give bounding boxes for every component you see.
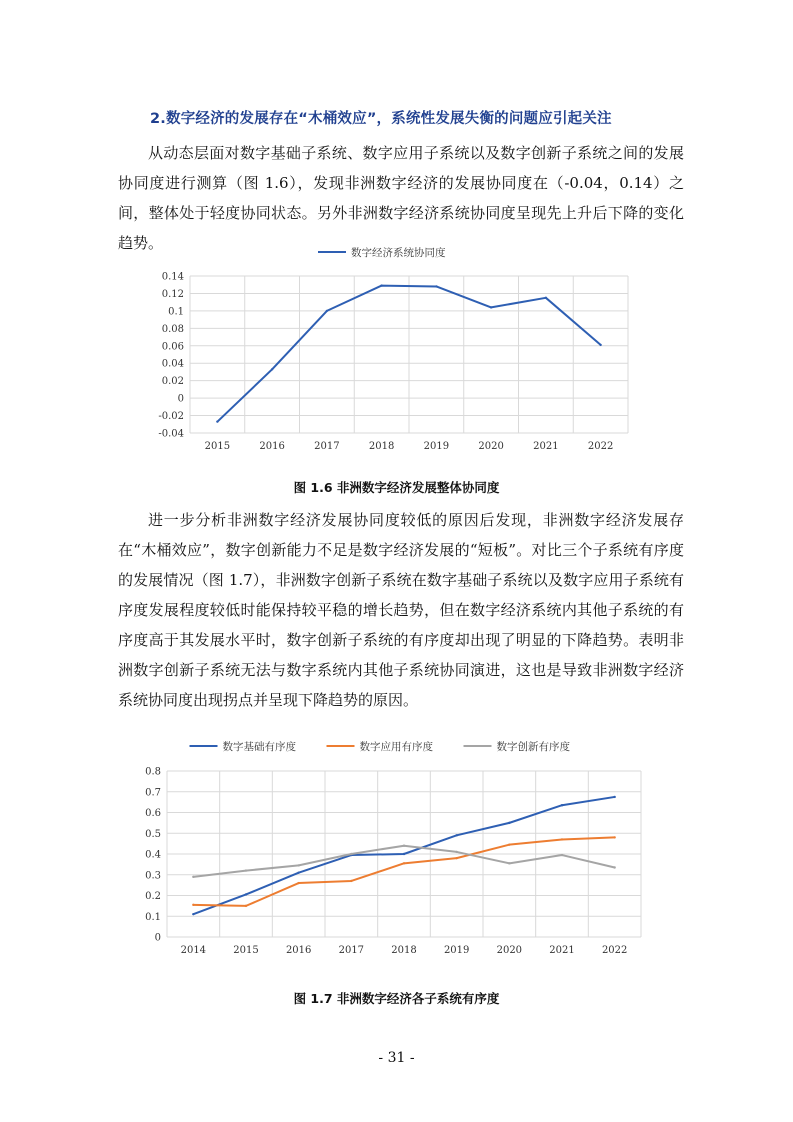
legend-label-2-1: 数字应用有序度 [359, 741, 433, 753]
data-point-1-0-5 [490, 306, 492, 308]
data-point-1-0-2 [326, 310, 328, 312]
data-point-1-0-7 [599, 344, 601, 346]
data-point-2-2-8 [613, 866, 615, 868]
x-tick-label-1-5: 2020 [478, 441, 504, 452]
data-point-2-2-6 [508, 862, 510, 864]
y-tick-label-1-4: 0.06 [161, 341, 184, 353]
data-point-2-2-2 [297, 864, 299, 866]
y-tick-label-2-0: 0.8 [145, 766, 161, 778]
x-tick-label-2-4: 2018 [391, 945, 417, 956]
y-tick-label-2-1: 0.7 [145, 787, 161, 799]
y-tick-label-2-5: 0.3 [145, 870, 161, 882]
legend-label-1-0: 数字经济系统协同度 [351, 247, 446, 259]
y-tick-label-1-5: 0.04 [161, 358, 184, 370]
paragraph-2 [118, 505, 684, 715]
data-point-2-1-8 [613, 836, 615, 838]
y-tick-label-2-3: 0.5 [145, 828, 161, 840]
data-point-2-2-7 [561, 854, 563, 856]
series-line-2-2 [193, 846, 614, 877]
data-point-1-0-3 [380, 284, 382, 286]
x-tick-label-1-0: 2015 [204, 441, 231, 452]
y-tick-label-1-9: -0.04 [158, 428, 184, 440]
data-point-2-2-4 [403, 845, 405, 847]
figure-2-caption: 图 1.7 非洲数字经济各子系统有序度 [293, 991, 500, 1006]
x-tick-label-2-5: 2019 [443, 945, 470, 956]
data-point-1-0-4 [435, 285, 437, 287]
x-tick-label-1-1: 2016 [259, 441, 285, 452]
data-point-2-0-0 [192, 913, 194, 915]
chart-coordination-degree [150, 235, 645, 460]
chart-1-svg [150, 235, 645, 460]
x-tick-label-1-7: 2022 [587, 441, 614, 452]
data-point-2-2-1 [245, 869, 247, 871]
x-tick-label-1-3: 2018 [368, 441, 395, 452]
x-tick-label-2-7: 2021 [549, 945, 575, 956]
data-point-2-1-6 [508, 843, 510, 845]
data-point-2-0-1 [245, 893, 247, 895]
y-tick-label-1-2: 0.1 [168, 306, 184, 318]
page-number: - 31 - [378, 1050, 415, 1066]
data-point-2-0-2 [297, 871, 299, 873]
data-point-2-2-3 [350, 853, 352, 855]
section-heading: 2.数字经济的发展存在“木桶效应”，系统性发展失衡的问题应引起关注 [150, 111, 612, 127]
x-tick-label-2-0: 2014 [180, 945, 207, 956]
data-point-2-1-7 [561, 838, 563, 840]
data-point-2-1-2 [297, 882, 299, 884]
x-tick-label-2-1: 2015 [233, 945, 259, 956]
data-point-1-0-0 [216, 420, 218, 422]
chart-subsystem-order-degree [140, 730, 650, 960]
data-point-2-1-3 [350, 880, 352, 882]
y-tick-label-1-3: 0.08 [161, 323, 184, 335]
paragraph-1-text: 从动态层面对数字基础子系统、数字应用子系统以及数字创新子系统之间的发展协同度进行测算（图 1.6），发现非洲数字经济的发展协同度在（-0.04，0.14）之间，整体处于轻度协同状态。另外非洲数字经济系统协同度呈现先上升后下降的变化趋势。 [118, 144, 684, 252]
data-point-2-2-0 [192, 876, 194, 878]
data-point-2-0-5 [455, 834, 457, 836]
data-point-2-1-0 [192, 904, 194, 906]
y-tick-label-1-1: 0.12 [161, 288, 184, 300]
y-tick-label-1-7: 0 [177, 393, 184, 405]
y-tick-label-1-8: -0.02 [158, 411, 184, 423]
x-tick-label-1-4: 2019 [423, 441, 450, 452]
y-tick-label-2-4: 0.4 [145, 849, 161, 861]
y-tick-label-2-2: 0.6 [145, 808, 161, 819]
y-tick-label-2-7: 0.1 [145, 911, 161, 923]
data-point-2-0-6 [508, 822, 510, 824]
data-point-2-0-8 [613, 796, 615, 798]
x-tick-label-2-2: 2016 [285, 945, 312, 956]
data-point-1-0-1 [271, 368, 273, 370]
y-tick-label-1-6: 0.02 [161, 376, 184, 388]
data-point-2-1-4 [403, 862, 405, 864]
legend-label-2-0: 数字基础有序度 [222, 741, 296, 753]
figure-1-caption: 图 1.6 非洲数字经济发展整体协同度 [293, 480, 500, 495]
y-tick-label-2-6: 0.2 [145, 891, 161, 902]
x-tick-label-2-6: 2020 [496, 945, 523, 956]
data-point-1-0-6 [545, 297, 547, 299]
legend-label-2-2: 数字创新有序度 [496, 741, 570, 753]
chart-2-svg [140, 730, 650, 960]
data-point-2-0-7 [561, 804, 563, 806]
x-tick-label-2-8: 2022 [601, 945, 628, 956]
data-point-2-1-5 [455, 857, 457, 859]
x-tick-label-1-2: 2017 [314, 441, 340, 452]
series-line-2-0 [193, 797, 614, 914]
data-point-2-1-1 [245, 905, 247, 907]
x-tick-label-2-3: 2017 [338, 945, 365, 956]
y-tick-label-1-0: 0.14 [161, 271, 184, 283]
paragraph-2-text: 进一步分析非洲数字经济发展协同度较低的原因后发现，非洲数字经济发展存在“木桶效应”，数字创新能力不足是数字经济发展的“短板”。对比三个子系统有序度的发展情况（图 1.7），非洲数字创新子系统在数字基础子系统以及数字应用子系统有序度发展程度较低时能保持较平稳的增长趋势，但在数字经济系统内其他子系统的有序度高于其发展水平时，数字创新子系统的有序度却出现了明显的下降趋势。表明非洲数字创新子系统无法与数字系统内其他子系统协同演进，这也是导致非洲数字经济系统协同度出现拐点并呈现下降趋势的原因。 [118, 511, 684, 709]
y-tick-label-2-8: 0 [154, 932, 161, 944]
x-tick-label-1-6: 2021 [533, 441, 559, 452]
data-point-2-2-5 [455, 851, 457, 853]
data-point-2-0-4 [403, 853, 405, 855]
